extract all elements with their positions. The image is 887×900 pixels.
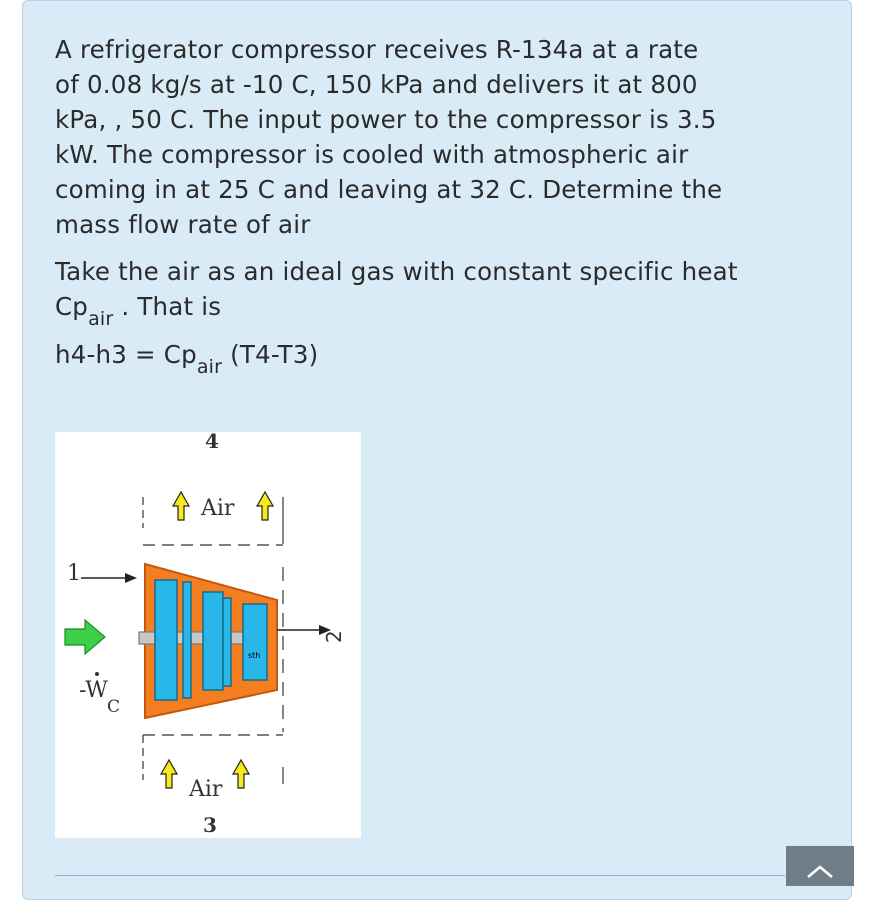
- equation-line: [55, 337, 795, 378]
- cp-subscript: air: [88, 308, 114, 330]
- inlet-arrow-1: [81, 573, 137, 583]
- work-input-arrow: [65, 620, 105, 654]
- air-top-label: Air: [201, 496, 235, 521]
- compressor-svg: [55, 432, 361, 838]
- work-subscript: C: [107, 697, 121, 717]
- equation-lhs: h4-h3 =: [55, 340, 164, 369]
- chevron-up-icon: [806, 864, 834, 878]
- question-body: [55, 32, 795, 378]
- air-bottom-label: Air: [189, 777, 223, 802]
- equation-rhs: (T4-T3): [222, 340, 319, 369]
- blade-label: [247, 649, 261, 661]
- assumption-paragraph: [55, 254, 795, 330]
- that-is-text: . That is: [113, 292, 222, 321]
- cp-symbol: Cp: [55, 292, 89, 321]
- state-1-label: 1: [67, 561, 81, 586]
- state-4-label: 4: [205, 432, 219, 453]
- scroll-to-top-button[interactable]: [786, 846, 854, 886]
- compressor-diagram: [55, 432, 361, 838]
- svg-text:sth: sth: [248, 651, 261, 660]
- state-2-label: 2: [322, 630, 346, 643]
- equation-cp: Cp: [163, 340, 197, 369]
- work-rate-dot: [95, 672, 99, 676]
- assumption-text: Take the air as an ideal gas with constant specific heat: [55, 257, 738, 286]
- question-paragraph: A refrigerator compressor receives R-134a at a rate of 0.08 kg/s at -10 C, 150 kPa and delivers it at 800 kPa, , 50 C. The input power to the compressor is 3.5 kW. The compressor is cooled with atmospheric air coming in at 25 C and leaving at 32 C. Determine the mass flow rate of air: [55, 35, 723, 239]
- state-3-label: 3: [203, 813, 217, 837]
- equation-subscript: air: [196, 356, 223, 378]
- work-label: -W: [79, 678, 108, 703]
- divider: [55, 875, 785, 876]
